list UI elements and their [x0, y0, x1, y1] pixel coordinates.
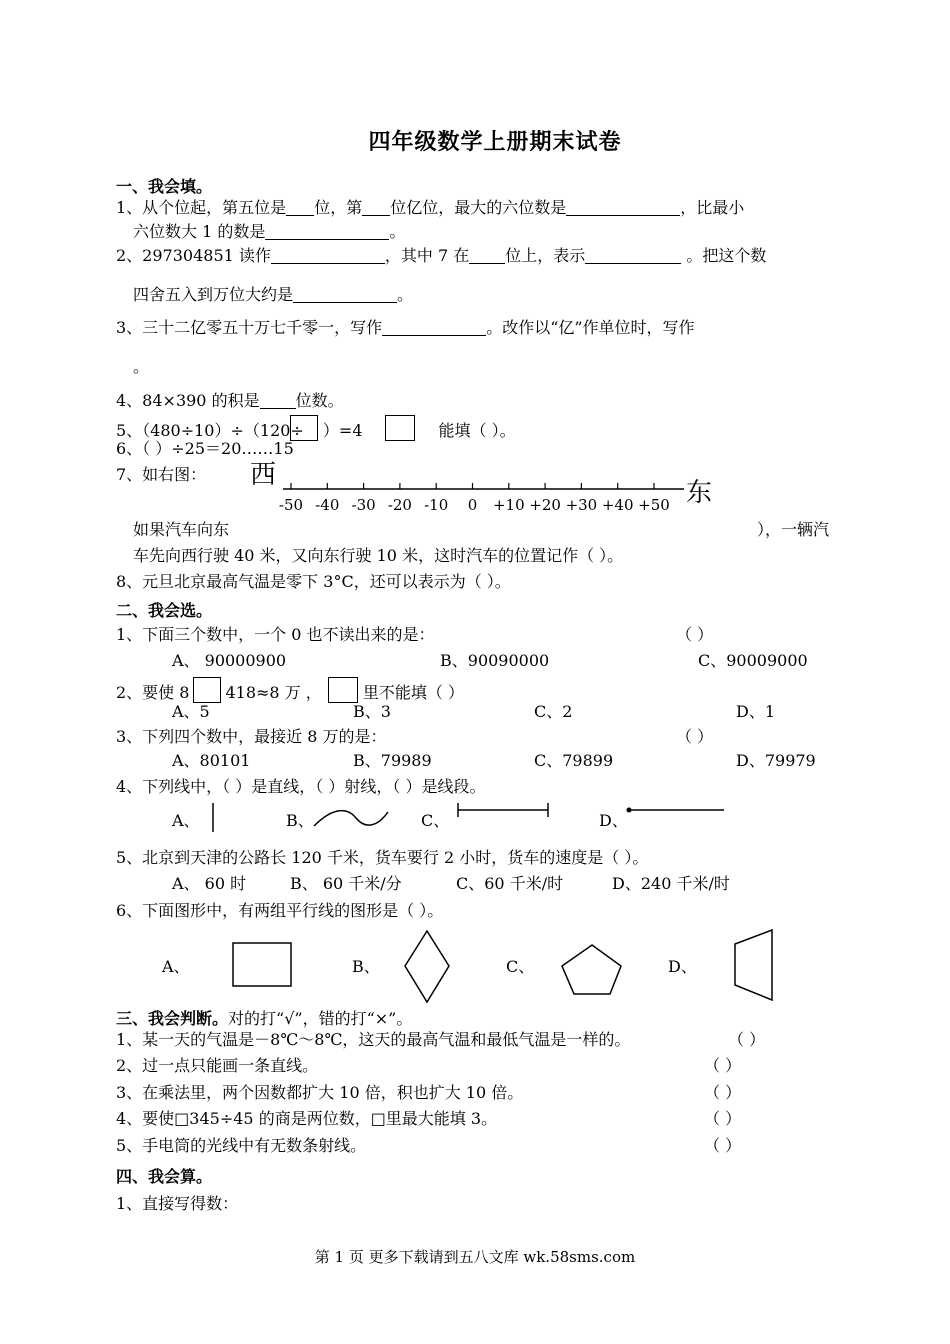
- s1-q1-text4: ，比最小: [680, 198, 745, 217]
- s1-q5-text1: 5、（480÷10）÷（120÷: [116, 421, 304, 440]
- numline-tick-label: +40: [601, 496, 634, 514]
- s1-q2-text1: 2、297304851 读作: [116, 246, 271, 265]
- s2-q3-paren: （ ）: [676, 727, 714, 746]
- numline-tick-label: -20: [387, 496, 412, 514]
- s1-q2-text3: 位上，表示: [505, 246, 586, 265]
- s2-q4-option-c: C、: [421, 811, 450, 830]
- s2-q6-option-d: D、: [668, 957, 697, 976]
- s3-item-5-paren: （ ）: [704, 1136, 742, 1155]
- s1-q2-text4: 。把这个数: [681, 246, 767, 265]
- s1-q1-text1: 1、从个位起，第五位是: [116, 198, 287, 217]
- s3-item-1: 1、某一天的气温是－8℃～8℃，这天的最高气温和最低气温是一样的。: [116, 1030, 631, 1049]
- s2-q3-option-d: D、79979: [736, 751, 816, 770]
- s1-q3-line2: 。: [133, 357, 150, 376]
- s1-q7b-text1: 如果汽车向东: [133, 520, 230, 539]
- s2-q5-option-b: B、 60 千米/分: [290, 874, 402, 893]
- section2-heading: 二、我会选。: [116, 601, 213, 620]
- s2-q5-option-d: D、240 千米/时: [612, 874, 730, 893]
- s2-q3: 3、下列四个数中，最接近 8 万的是：: [116, 727, 387, 746]
- section1-heading: 一、我会填。: [116, 177, 213, 196]
- s1-q4-text1: 4、84×390 的积是: [116, 391, 260, 410]
- s2-q4-option-d: D、: [599, 811, 628, 830]
- section4-heading: 四、我会算。: [116, 1167, 213, 1186]
- numline-tick-label: -40: [315, 496, 340, 514]
- s1-q5-text2: ）=4: [317, 421, 363, 440]
- s1-q8: 8、元旦北京最高气温是零下 3°C，还可以表示为（ ）。: [116, 572, 511, 591]
- numline-tick-label: +10: [492, 496, 525, 514]
- numline-tick-label: -30: [351, 496, 376, 514]
- rhombus-figure: [405, 931, 449, 1002]
- s2-q5: 5、北京到天津的公路长 120 千米，货车要行 2 小时，货车的速度是（ ）。: [116, 848, 649, 867]
- s2-q2-option-a: A、5: [172, 702, 210, 721]
- numline-tick-label: +50: [638, 496, 670, 514]
- s3-item-3-paren: （ ）: [704, 1083, 742, 1102]
- s2-q1-option-a: A、 90000900: [172, 651, 287, 670]
- s2-q4: 4、下列线中，（ ）是直线，（ ）射线，（ ）是线段。: [116, 777, 486, 796]
- pentagon-figure: [562, 945, 621, 994]
- section3-heading: 三、我会判断。: [116, 1009, 229, 1028]
- s2-q6-option-a: A、: [162, 957, 190, 976]
- page-footer: 第 1 页 更多下载请到五八文库 wk.58sms.com: [314, 1248, 636, 1266]
- s1-q5-text3: 能填（ ）。: [438, 421, 516, 440]
- s2-q2-text2: 418≈8 万 ，: [225, 683, 322, 702]
- s2-q6-option-b: B、: [352, 957, 380, 976]
- s3-item-4: 4、要使□345÷45 的商是两位数，□里最大能填 3。: [116, 1109, 498, 1128]
- s2-q5-option-c: C、60 千米/时: [456, 874, 564, 893]
- s1-q1-text3: 位亿位，最大的六位数是: [390, 198, 567, 217]
- s2-q6-option-c: C、: [506, 957, 535, 976]
- s1-q6: 6、（ ）÷25＝20……15: [116, 439, 294, 458]
- s1-q2-text2: ，其中 7 在: [384, 246, 470, 265]
- s2-q2-option-b: B、3: [353, 702, 391, 721]
- s2-q6: 6、下面图形中，有两组平行线的图形是（ ）。: [116, 901, 444, 920]
- s1-q2b-text1: 四舍五入到万位大约是: [133, 285, 294, 304]
- s2-q2-text1: 2、要使 8: [116, 683, 190, 702]
- s1-q4-text2: 位数。: [295, 391, 344, 410]
- s2-q3-option-a: A、80101: [172, 751, 251, 770]
- s2-q1-paren: （ ）: [676, 625, 714, 644]
- s2-q4-option-b: B、: [286, 811, 314, 830]
- s2-q3-option-b: B、79989: [353, 751, 432, 770]
- s3-item-2: 2、过一点只能画一条直线。: [116, 1056, 319, 1075]
- numline-tick-label: -50: [278, 496, 304, 514]
- numline-east-label: 东: [686, 478, 713, 508]
- numline-tick-label: +20: [529, 496, 561, 514]
- numline-west-label: 西: [250, 460, 277, 490]
- s1-q7: 7、如右图：: [116, 465, 207, 484]
- s2-q1-option-c: C、90009000: [698, 651, 808, 670]
- section3-heading-line: [116, 1009, 412, 1029]
- s3-item-3: 3、在乘法里，两个因数都扩大 10 倍，积也扩大 10 倍。: [116, 1083, 524, 1102]
- s3-item-5: 5、手电筒的光线中有无数条射线。: [116, 1136, 367, 1155]
- trapezoid-figure: [735, 930, 772, 1000]
- s3-item-1-paren: （ ）: [728, 1030, 766, 1049]
- s4-q1: 1、直接写得数：: [116, 1194, 239, 1213]
- s1-q1b-text1: 六位数大 1 的数是: [133, 222, 266, 241]
- s1-q3-text1: 3、三十二亿零五十万七千零一，写作: [116, 318, 383, 337]
- s1-q7-line3: 车先向西行驶 40 米，又向东行驶 10 米，这时汽车的位置记作（ ）。: [133, 546, 624, 565]
- numline-tick-label: -10: [424, 496, 449, 514]
- s2-q4-option-a: A、: [172, 811, 200, 830]
- s1-q3-text2: 。改作以“亿”作单位时，写作: [486, 318, 695, 337]
- page-title: 四年级数学上册期末试卷: [368, 129, 622, 155]
- s2-q2-text3: 里不能填（ ）: [357, 683, 464, 702]
- s1-q1-text2: 位，第: [314, 198, 363, 217]
- s1-q2b-text2: 。: [397, 285, 414, 304]
- s2-q3-option-c: C、79899: [534, 751, 614, 770]
- numline-tick-label: +30: [565, 496, 598, 514]
- s2-q5-option-a: A、 60 时: [172, 874, 247, 893]
- section3-note: 对的打“√”，错的打“×”。: [228, 1009, 413, 1028]
- s2-q1: 1、下面三个数中，一个 0 也不读出来的是：: [116, 625, 435, 644]
- s3-item-2-paren: （ ）: [704, 1056, 742, 1075]
- rectangle-figure: [233, 943, 291, 986]
- s2-q1-option-b: B、90090000: [440, 651, 550, 670]
- s1-q1b-text2: 。: [389, 222, 406, 241]
- s3-item-4-paren: （ ）: [704, 1109, 742, 1128]
- s2-q2-option-c: C、2: [534, 702, 573, 721]
- numline-tick-label: 0: [467, 496, 478, 514]
- s2-q2-option-d: D、1: [736, 702, 776, 721]
- s1-q7-line2-end: ），一辆汽: [757, 520, 830, 539]
